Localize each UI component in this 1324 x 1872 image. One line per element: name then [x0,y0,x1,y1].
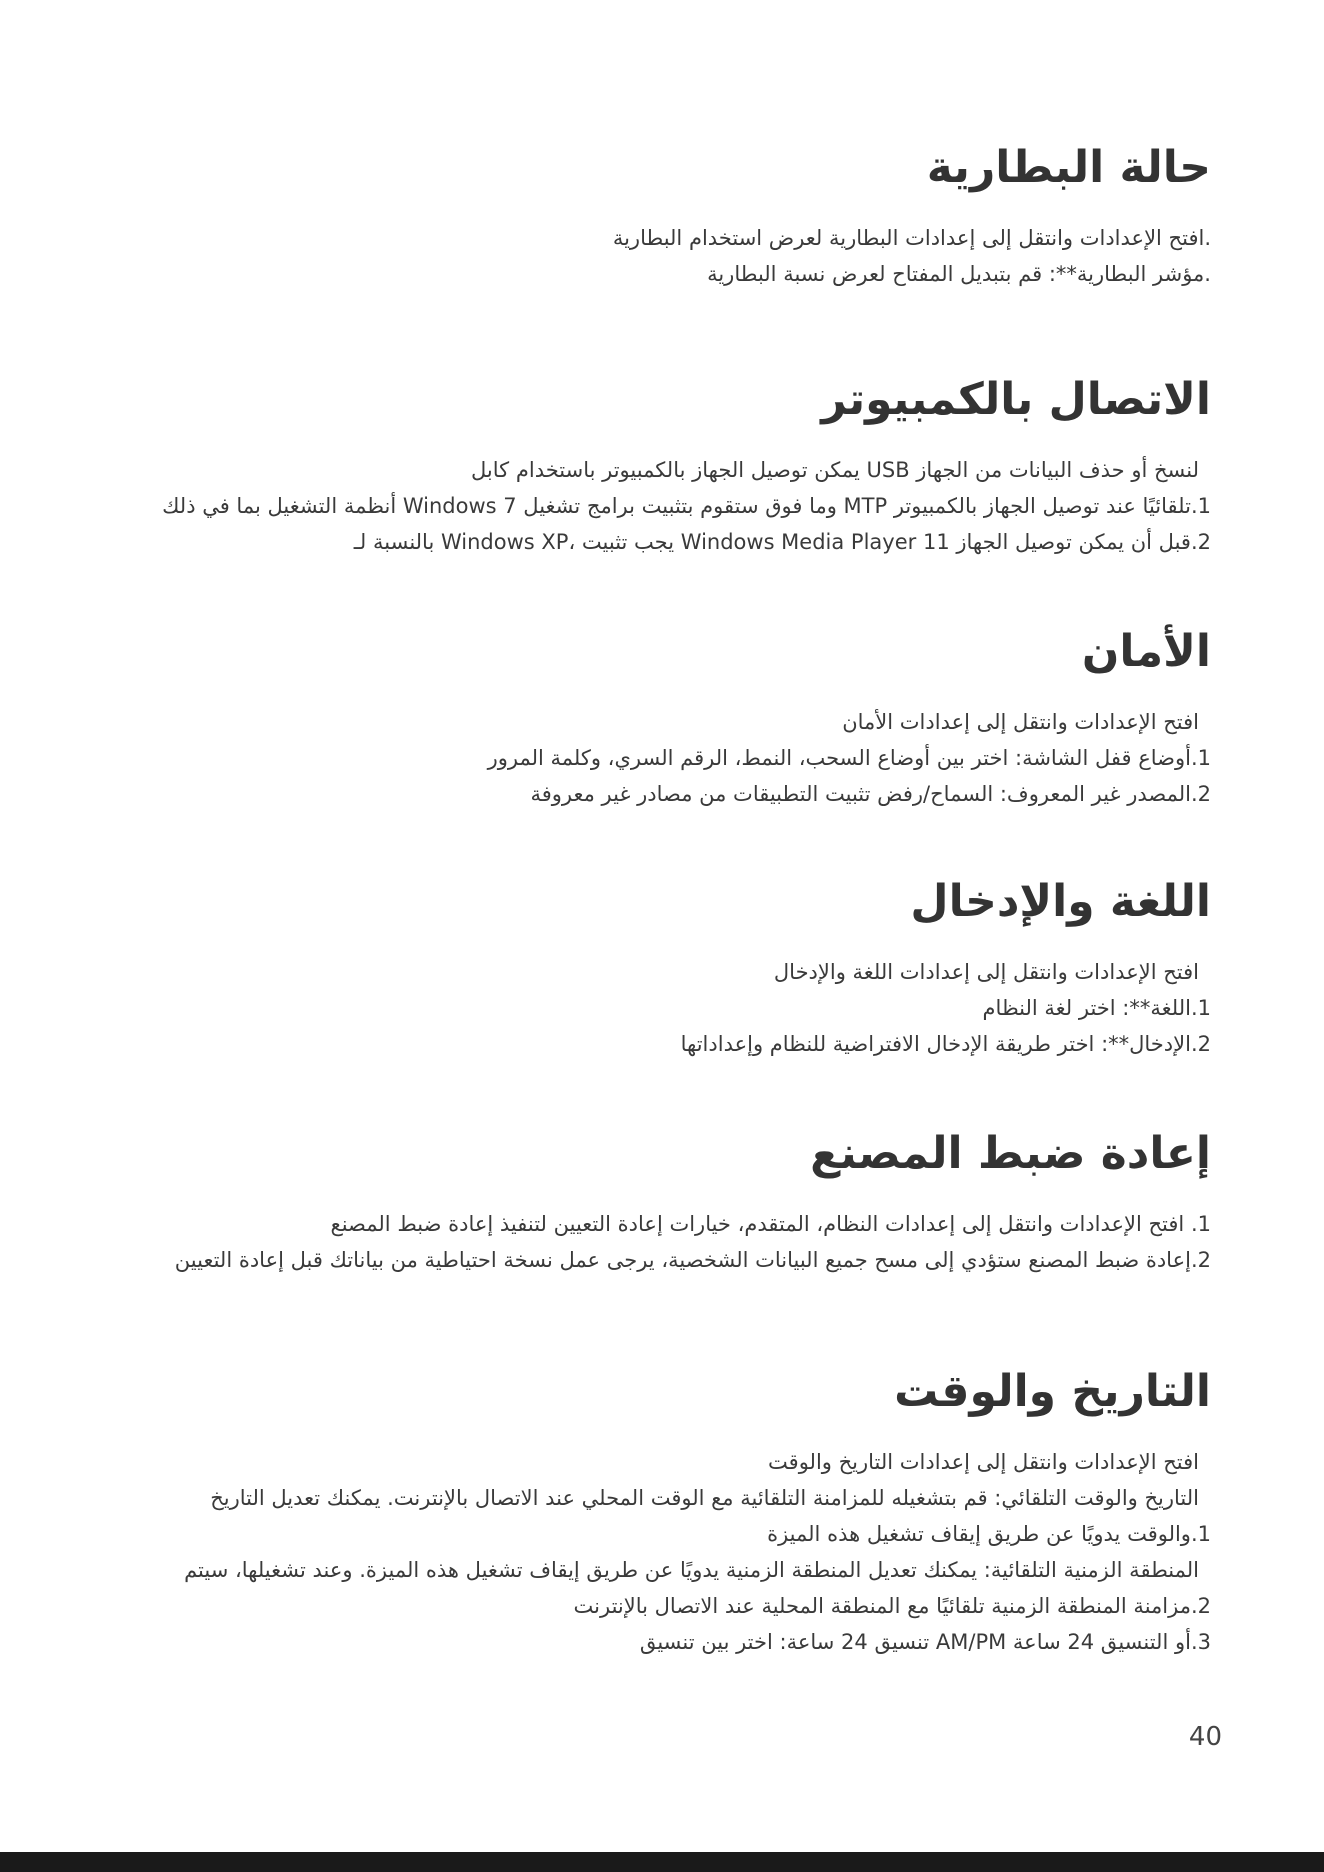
text-line: 1. افتح الإعدادات وانتقل إلى إعدادات النظام، المتقدم، خيارات إعادة التعيين لتنفيذ إعادة ضبط المصنع [330,1212,1211,1236]
text-line: 2.المصدر غير المعروف: السماح/رفض تثبيت التطبيقات من مصادر غير معروفة [530,782,1211,806]
text-line: افتح الإعدادات وانتقل إلى إعدادات التاريخ والوقت [768,1450,1199,1474]
section-heading: إعادة ضبط المصنع [810,1128,1211,1179]
text-line: 2.مزامنة المنطقة الزمنية تلقائيًا مع المنطقة المحلية عند الاتصال بالإنترنت [573,1594,1211,1618]
text-line: 1.والوقت يدويًا عن طريق إيقاف تشغيل هذه الميزة [767,1522,1211,1546]
text-line: .مؤشر البطارية**: قم بتبديل المفتاح لعرض نسبة البطارية [707,262,1211,286]
text-line: .افتح الإعدادات وانتقل إلى إعدادات البطارية لعرض استخدام البطارية [612,226,1211,250]
text-line: 2.قبل أن يمكن توصيل الجهاز Windows Media Player 11 يجب تثبيت ،Windows XP بالنسبة لـ [353,530,1211,554]
section-language-input [111,872,1211,1062]
text-line: 2.إعادة ضبط المصنع ستؤدي إلى مسح جميع البيانات الشخصية، يرجى عمل نسخة احتياطية من بياناتك قبل إعادة التعيين [174,1248,1211,1272]
text-line: افتح الإعدادات وانتقل إلى إعدادات اللغة والإدخال [773,960,1199,984]
section-date-time [111,1362,1211,1660]
bottom-border [0,1852,1324,1872]
text-line: 3.أو التنسيق 24 ساعة AM/PM تنسيق 24 ساعة: اختر بين تنسيق [639,1630,1211,1654]
text-line: 1.تلقائيًا عند توصيل الجهاز بالكمبيوتر MTP وما فوق ستقوم بتثبيت برامج تشغيل Windows 7 أنظمة التشغيل بما في ذلك [162,494,1211,518]
section-pc-connection [111,370,1211,560]
text-line: 2.الإدخال**: اختر طريقة الإدخال الافتراضية للنظام وإعداداتها [680,1032,1211,1056]
text-line: التاريخ والوقت التلقائي: قم بتشغيله للمزامنة التلقائية مع الوقت المحلي عند الاتصال بالإنترنت. يمكنك تعديل التاريخ [210,1486,1199,1510]
text-line: 1.أوضاع قفل الشاشة: اختر بين أوضاع السحب، النمط، الرقم السري، وكلمة المرور [487,746,1211,770]
section-factory-reset [111,1124,1211,1278]
text-line: المنطقة الزمنية التلقائية: يمكنك تعديل المنطقة الزمنية يدويًا عن طريق إيقاف تشغيل هذه الميزة. وعند تشغيلها، سيتم [184,1558,1199,1582]
section-heading: الاتصال بالكمبيوتر [821,374,1211,425]
section-heading: التاريخ والوقت [894,1366,1211,1417]
section-heading: اللغة والإدخال [910,876,1211,927]
section-security [111,622,1211,812]
text-line: 1.اللغة**: اختر لغة النظام [982,996,1211,1020]
text-line: لنسخ أو حذف البيانات من الجهاز USB يمكن توصيل الجهاز بالكمبيوتر باستخدام كابل [471,458,1199,482]
section-heading: الأمان [1081,626,1211,677]
section-battery-status [111,138,1211,292]
section-heading: حالة البطارية [926,142,1211,193]
page-number: 40 [1188,1722,1222,1752]
text-line: افتح الإعدادات وانتقل إلى إعدادات الأمان [842,710,1199,734]
